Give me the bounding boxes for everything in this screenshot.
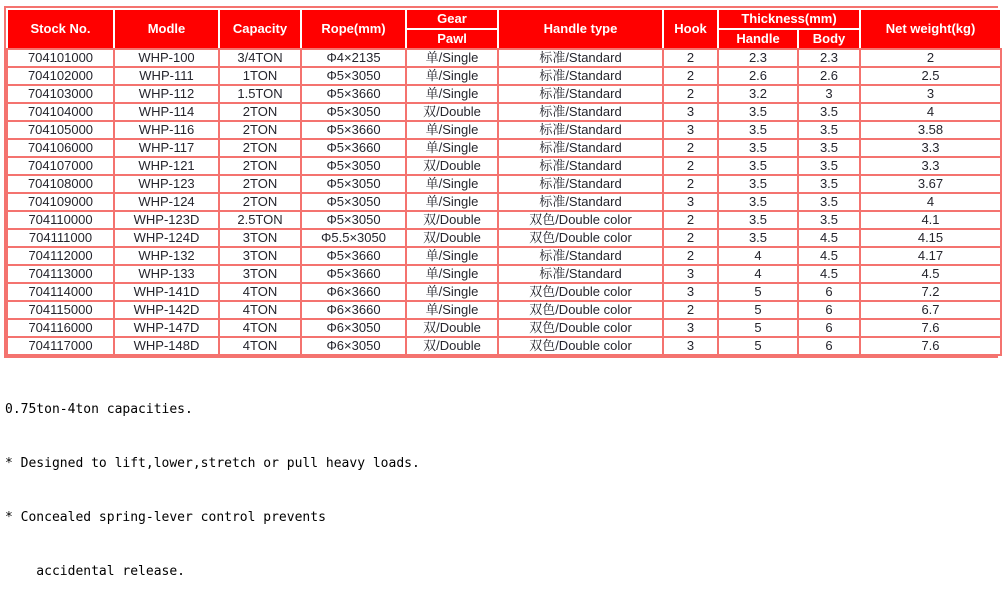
cell-rope: Φ5×3050 bbox=[301, 193, 406, 211]
cell-net-weight: 6.7 bbox=[860, 301, 1001, 319]
cell-thickness-handle: 3.2 bbox=[718, 85, 798, 103]
table-row bbox=[7, 229, 1001, 247]
cell-rope: Φ5×3050 bbox=[301, 175, 406, 193]
cell-hook: 2 bbox=[663, 49, 718, 67]
cell-net-weight: 3.3 bbox=[860, 139, 1001, 157]
cell-hook: 2 bbox=[663, 301, 718, 319]
footnote-line: * Designed to lift,lower,stretch or pull heavy loads. bbox=[5, 456, 420, 471]
cell-net-weight: 4 bbox=[860, 103, 1001, 121]
table-row bbox=[7, 103, 1001, 121]
cell-model: WHP-141D bbox=[114, 283, 219, 301]
cell-thickness-body: 6 bbox=[798, 283, 860, 301]
cell-thickness-body: 2.6 bbox=[798, 67, 860, 85]
cell-capacity: 2TON bbox=[219, 175, 301, 193]
cell-net-weight: 3.3 bbox=[860, 157, 1001, 175]
cell-thickness-body: 3.5 bbox=[798, 211, 860, 229]
cell-net-weight: 3.58 bbox=[860, 121, 1001, 139]
cell-handle-type: 标准/Standard bbox=[498, 175, 663, 193]
cell-capacity: 3TON bbox=[219, 247, 301, 265]
cell-stock-no: 704114000 bbox=[7, 283, 114, 301]
cell-net-weight: 3 bbox=[860, 85, 1001, 103]
cell-handle-type: 双色/Double color bbox=[498, 283, 663, 301]
header-model: Modle bbox=[114, 9, 219, 49]
table-row bbox=[7, 139, 1001, 157]
table-row bbox=[7, 67, 1001, 85]
table-row bbox=[7, 319, 1001, 337]
cell-stock-no: 704116000 bbox=[7, 319, 114, 337]
cell-thickness-body: 4.5 bbox=[798, 229, 860, 247]
cell-thickness-handle: 3.5 bbox=[718, 121, 798, 139]
table-row bbox=[7, 121, 1001, 139]
cell-gear-pawl: 单/Single bbox=[406, 301, 498, 319]
cell-handle-type: 标准/Standard bbox=[498, 157, 663, 175]
cell-net-weight: 7.6 bbox=[860, 337, 1001, 355]
cell-hook: 3 bbox=[663, 319, 718, 337]
header-net-weight: Net weight(kg) bbox=[860, 9, 1001, 49]
cell-thickness-handle: 5 bbox=[718, 283, 798, 301]
cell-thickness-handle: 5 bbox=[718, 319, 798, 337]
cell-capacity: 2TON bbox=[219, 103, 301, 121]
cell-rope: Φ6×3050 bbox=[301, 337, 406, 355]
cell-stock-no: 704113000 bbox=[7, 265, 114, 283]
table-row bbox=[7, 49, 1001, 67]
cell-handle-type: 标准/Standard bbox=[498, 139, 663, 157]
cell-thickness-handle: 5 bbox=[718, 337, 798, 355]
cell-stock-no: 704109000 bbox=[7, 193, 114, 211]
cell-rope: Φ5×3660 bbox=[301, 121, 406, 139]
cell-model: WHP-116 bbox=[114, 121, 219, 139]
cell-model: WHP-148D bbox=[114, 337, 219, 355]
table-row bbox=[7, 265, 1001, 283]
cell-thickness-body: 6 bbox=[798, 319, 860, 337]
table-row bbox=[7, 247, 1001, 265]
cell-handle-type: 双色/Double color bbox=[498, 211, 663, 229]
table-row bbox=[7, 283, 1001, 301]
cell-hook: 2 bbox=[663, 211, 718, 229]
cell-gear-pawl: 双/Double bbox=[406, 103, 498, 121]
header-thickness-handle: Handle bbox=[718, 29, 798, 49]
cell-handle-type: 标准/Standard bbox=[498, 49, 663, 67]
cell-gear-pawl: 单/Single bbox=[406, 265, 498, 283]
cell-handle-type: 双色/Double color bbox=[498, 229, 663, 247]
cell-thickness-handle: 3.5 bbox=[718, 139, 798, 157]
cell-thickness-handle: 2.6 bbox=[718, 67, 798, 85]
cell-gear-pawl: 单/Single bbox=[406, 175, 498, 193]
footnote-line: accidental release. bbox=[5, 564, 186, 579]
cell-stock-no: 704107000 bbox=[7, 157, 114, 175]
header-stock-no: Stock No. bbox=[7, 9, 114, 49]
cell-model: WHP-133 bbox=[114, 265, 219, 283]
cell-handle-type: 双色/Double color bbox=[498, 301, 663, 319]
product-spec-table-wrapper bbox=[4, 6, 998, 358]
cell-rope: Φ5×3660 bbox=[301, 247, 406, 265]
cell-stock-no: 704117000 bbox=[7, 337, 114, 355]
cell-hook: 3 bbox=[663, 193, 718, 211]
cell-gear-pawl: 单/Single bbox=[406, 283, 498, 301]
cell-stock-no: 704115000 bbox=[7, 301, 114, 319]
footnote-line: 0.75ton-4ton capacities. bbox=[5, 402, 193, 417]
cell-net-weight: 4 bbox=[860, 193, 1001, 211]
cell-hook: 3 bbox=[663, 103, 718, 121]
cell-thickness-handle: 4 bbox=[718, 247, 798, 265]
cell-handle-type: 双色/Double color bbox=[498, 337, 663, 355]
cell-rope: Φ5×3050 bbox=[301, 67, 406, 85]
cell-capacity: 3TON bbox=[219, 265, 301, 283]
cell-stock-no: 704110000 bbox=[7, 211, 114, 229]
cell-handle-type: 标准/Standard bbox=[498, 247, 663, 265]
cell-thickness-body: 3.5 bbox=[798, 103, 860, 121]
table-row bbox=[7, 301, 1001, 319]
cell-thickness-body: 2.3 bbox=[798, 49, 860, 67]
cell-model: WHP-121 bbox=[114, 157, 219, 175]
cell-thickness-handle: 3.5 bbox=[718, 157, 798, 175]
product-spec-table bbox=[6, 8, 1002, 356]
cell-net-weight: 7.2 bbox=[860, 283, 1001, 301]
cell-hook: 3 bbox=[663, 265, 718, 283]
cell-gear-pawl: 单/Single bbox=[406, 85, 498, 103]
cell-handle-type: 双色/Double color bbox=[498, 319, 663, 337]
cell-net-weight: 4.5 bbox=[860, 265, 1001, 283]
cell-thickness-body: 6 bbox=[798, 337, 860, 355]
cell-net-weight: 2.5 bbox=[860, 67, 1001, 85]
cell-thickness-handle: 3.5 bbox=[718, 211, 798, 229]
cell-capacity: 2TON bbox=[219, 157, 301, 175]
cell-stock-no: 704106000 bbox=[7, 139, 114, 157]
cell-handle-type: 标准/Standard bbox=[498, 103, 663, 121]
cell-hook: 2 bbox=[663, 247, 718, 265]
cell-stock-no: 704103000 bbox=[7, 85, 114, 103]
cell-model: WHP-100 bbox=[114, 49, 219, 67]
cell-rope: Φ6×3660 bbox=[301, 283, 406, 301]
table-row bbox=[7, 175, 1001, 193]
cell-stock-no: 704108000 bbox=[7, 175, 114, 193]
cell-hook: 2 bbox=[663, 67, 718, 85]
cell-capacity: 3TON bbox=[219, 229, 301, 247]
cell-gear-pawl: 双/Double bbox=[406, 157, 498, 175]
cell-thickness-body: 4.5 bbox=[798, 265, 860, 283]
cell-rope: Φ5×3660 bbox=[301, 265, 406, 283]
cell-capacity: 4TON bbox=[219, 319, 301, 337]
cell-capacity: 1TON bbox=[219, 67, 301, 85]
cell-net-weight: 4.15 bbox=[860, 229, 1001, 247]
header-thickness: Thickness(mm) bbox=[718, 9, 860, 29]
cell-thickness-body: 4.5 bbox=[798, 247, 860, 265]
header-handle-type: Handle type bbox=[498, 9, 663, 49]
header-gear: Gear bbox=[406, 9, 498, 29]
footnote-line: * Concealed spring-lever control prevents bbox=[5, 510, 326, 525]
cell-gear-pawl: 单/Single bbox=[406, 49, 498, 67]
cell-thickness-handle: 4 bbox=[718, 265, 798, 283]
cell-capacity: 3/4TON bbox=[219, 49, 301, 67]
cell-net-weight: 3.67 bbox=[860, 175, 1001, 193]
cell-hook: 2 bbox=[663, 139, 718, 157]
cell-rope: Φ6×3050 bbox=[301, 319, 406, 337]
cell-thickness-body: 3.5 bbox=[798, 121, 860, 139]
table-row bbox=[7, 211, 1001, 229]
cell-gear-pawl: 双/Double bbox=[406, 211, 498, 229]
cell-gear-pawl: 单/Single bbox=[406, 247, 498, 265]
cell-capacity: 1.5TON bbox=[219, 85, 301, 103]
table-row bbox=[7, 85, 1001, 103]
cell-rope: Φ5×3050 bbox=[301, 103, 406, 121]
cell-thickness-body: 6 bbox=[798, 301, 860, 319]
header-capacity: Capacity bbox=[219, 9, 301, 49]
cell-handle-type: 标准/Standard bbox=[498, 193, 663, 211]
cell-gear-pawl: 双/Double bbox=[406, 319, 498, 337]
table-row bbox=[7, 157, 1001, 175]
header-rope: Rope(mm) bbox=[301, 9, 406, 49]
cell-thickness-handle: 3.5 bbox=[718, 175, 798, 193]
cell-handle-type: 标准/Standard bbox=[498, 85, 663, 103]
cell-hook: 2 bbox=[663, 85, 718, 103]
cell-capacity: 2TON bbox=[219, 193, 301, 211]
table-row bbox=[7, 337, 1001, 355]
cell-model: WHP-124D bbox=[114, 229, 219, 247]
cell-rope: Φ5×3660 bbox=[301, 139, 406, 157]
cell-rope: Φ5×3660 bbox=[301, 85, 406, 103]
cell-handle-type: 标准/Standard bbox=[498, 121, 663, 139]
cell-net-weight: 4.17 bbox=[860, 247, 1001, 265]
cell-handle-type: 标准/Standard bbox=[498, 67, 663, 85]
cell-thickness-handle: 5 bbox=[718, 301, 798, 319]
cell-thickness-body: 3.5 bbox=[798, 175, 860, 193]
cell-capacity: 2TON bbox=[219, 121, 301, 139]
cell-thickness-handle: 3.5 bbox=[718, 229, 798, 247]
cell-thickness-handle: 2.3 bbox=[718, 49, 798, 67]
cell-gear-pawl: 单/Single bbox=[406, 193, 498, 211]
cell-gear-pawl: 单/Single bbox=[406, 67, 498, 85]
cell-model: WHP-147D bbox=[114, 319, 219, 337]
cell-model: WHP-123D bbox=[114, 211, 219, 229]
cell-rope: Φ4×2135 bbox=[301, 49, 406, 67]
cell-hook: 3 bbox=[663, 121, 718, 139]
cell-rope: Φ5×3050 bbox=[301, 211, 406, 229]
cell-stock-no: 704111000 bbox=[7, 229, 114, 247]
table-header bbox=[7, 9, 1001, 49]
header-thickness-body: Body bbox=[798, 29, 860, 49]
cell-net-weight: 2 bbox=[860, 49, 1001, 67]
cell-thickness-body: 3.5 bbox=[798, 193, 860, 211]
cell-hook: 2 bbox=[663, 157, 718, 175]
cell-hook: 3 bbox=[663, 337, 718, 355]
cell-rope: Φ5×3050 bbox=[301, 157, 406, 175]
cell-capacity: 2.5TON bbox=[219, 211, 301, 229]
cell-gear-pawl: 单/Single bbox=[406, 121, 498, 139]
footnotes bbox=[5, 365, 1002, 599]
cell-thickness-handle: 3.5 bbox=[718, 103, 798, 121]
cell-stock-no: 704112000 bbox=[7, 247, 114, 265]
cell-stock-no: 704105000 bbox=[7, 121, 114, 139]
cell-net-weight: 7.6 bbox=[860, 319, 1001, 337]
cell-model: WHP-112 bbox=[114, 85, 219, 103]
cell-thickness-body: 3.5 bbox=[798, 157, 860, 175]
cell-capacity: 4TON bbox=[219, 283, 301, 301]
cell-gear-pawl: 双/Double bbox=[406, 229, 498, 247]
cell-hook: 3 bbox=[663, 283, 718, 301]
cell-model: WHP-124 bbox=[114, 193, 219, 211]
table-row bbox=[7, 193, 1001, 211]
cell-thickness-body: 3 bbox=[798, 85, 860, 103]
cell-handle-type: 标准/Standard bbox=[498, 265, 663, 283]
cell-model: WHP-114 bbox=[114, 103, 219, 121]
header-hook: Hook bbox=[663, 9, 718, 49]
cell-stock-no: 704104000 bbox=[7, 103, 114, 121]
cell-thickness-handle: 3.5 bbox=[718, 193, 798, 211]
cell-gear-pawl: 单/Single bbox=[406, 139, 498, 157]
cell-thickness-body: 3.5 bbox=[798, 139, 860, 157]
table-body bbox=[7, 49, 1001, 355]
cell-model: WHP-123 bbox=[114, 175, 219, 193]
cell-stock-no: 704102000 bbox=[7, 67, 114, 85]
cell-rope: Φ6×3660 bbox=[301, 301, 406, 319]
cell-model: WHP-132 bbox=[114, 247, 219, 265]
cell-capacity: 4TON bbox=[219, 337, 301, 355]
cell-model: WHP-111 bbox=[114, 67, 219, 85]
cell-stock-no: 704101000 bbox=[7, 49, 114, 67]
cell-gear-pawl: 双/Double bbox=[406, 337, 498, 355]
header-pawl: Pawl bbox=[406, 29, 498, 49]
cell-rope: Φ5.5×3050 bbox=[301, 229, 406, 247]
cell-net-weight: 4.1 bbox=[860, 211, 1001, 229]
cell-hook: 2 bbox=[663, 229, 718, 247]
cell-capacity: 4TON bbox=[219, 301, 301, 319]
cell-hook: 2 bbox=[663, 175, 718, 193]
cell-model: WHP-142D bbox=[114, 301, 219, 319]
cell-capacity: 2TON bbox=[219, 139, 301, 157]
cell-model: WHP-117 bbox=[114, 139, 219, 157]
